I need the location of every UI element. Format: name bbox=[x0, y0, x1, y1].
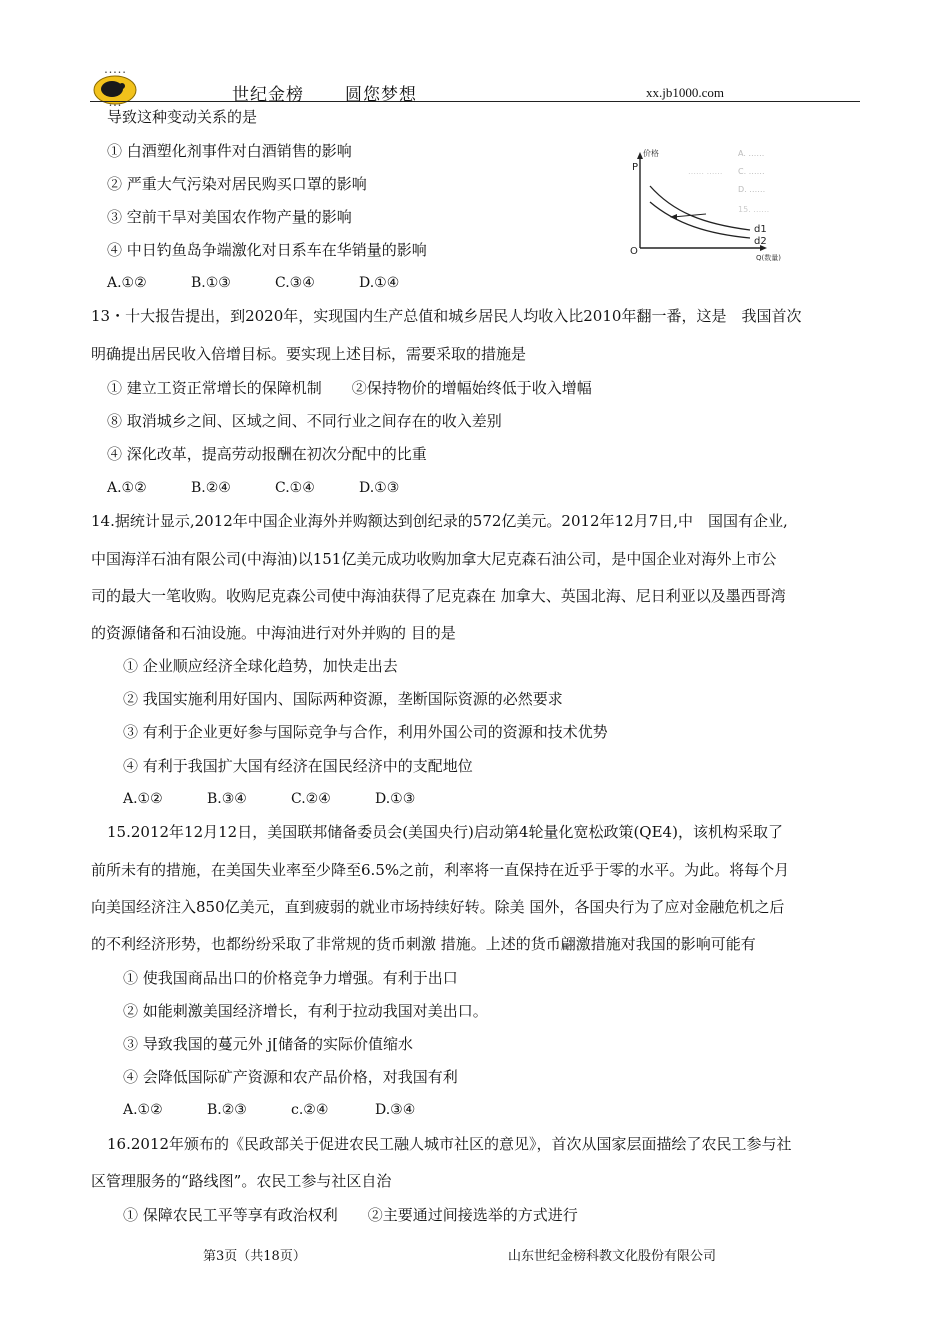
q12-option-b: B.①③ bbox=[191, 275, 231, 291]
q15-line-1: 15.2012年12月12日，美国联邦储备委员会(美国央行)启动第4轮量化宽松政策(QE4)，该机构采取了 bbox=[107, 823, 783, 841]
q13-item-1: ① 建立工资正常增长的保障机制 ②保持物价的增幅始终低于收入增幅 bbox=[107, 379, 592, 397]
q14-line-1: 14.据统计显示,2012年中国企业海外并购额达到创纪录的572亿美元。2012年12月7日,中 国国有企业, bbox=[91, 512, 788, 530]
q12-lead: 导致这种变动关系的是 bbox=[107, 108, 258, 126]
q15-line-2: 前所未有的措施，在美国失业率至少降至6.5%之前，利率将一直保持在近乎于零的水平。为此。将每个月 bbox=[91, 861, 790, 879]
footer-page-number: 第3页（共18页） bbox=[203, 1249, 306, 1264]
q14-line-2: 中国海洋石油有限公司(中海油)以151亿美元成功收购加拿大尼克森石油公司，是中国企业对海外上市公 bbox=[91, 550, 777, 568]
q12-option-c: C.③④ bbox=[275, 275, 315, 291]
q14-line-3: 司的最大一笔收购。收购尼克森公司使中海油获得了尼克森在 加拿大、英国北海、尼日利亚以及墨西哥湾 bbox=[91, 587, 786, 605]
q15-item-2: ② 如能刺激美国经济增长，有利于拉动我国对美出口。 bbox=[123, 1002, 488, 1020]
q14-option-b: B.③④ bbox=[207, 791, 247, 807]
header-url: xx.jb1000.com bbox=[646, 85, 724, 100]
q15-options bbox=[123, 1100, 415, 1120]
svg-text:• • • • •: • • • • • bbox=[104, 70, 126, 76]
q16-line-1: 16.2012年颁布的《民政部关于促进农民工融人城市社区的意见》，首次从国家层面描绘了农民工参与社 bbox=[107, 1135, 792, 1153]
graph-x-label: Q(数量) bbox=[756, 254, 781, 262]
demand-curve-graph bbox=[628, 144, 798, 266]
q13-option-a: A.①② bbox=[107, 480, 147, 496]
q14-line-4: 的资源储备和石油设施。中海油进行对外并购的 目的是 bbox=[91, 624, 456, 642]
q16-item-1: ① 保障农民工平等享有政治权利 ②主要通过间接选举的方式进行 bbox=[123, 1206, 578, 1224]
q14-option-d: D.①③ bbox=[375, 791, 416, 807]
q13-item-2: ⑧ 取消城乡之间、区域之间、不同行业之间存在的收入差别 bbox=[107, 412, 502, 430]
q14-options bbox=[123, 789, 415, 809]
q12-item-2: ② 严重大气污染对居民购买口罩的影响 bbox=[107, 175, 367, 193]
q15-item-4: ④ 会降低国际矿产资源和农产品价格，对我国有利 bbox=[123, 1068, 458, 1086]
q15-option-d: D.③④ bbox=[375, 1102, 416, 1118]
q13-option-c: C.①④ bbox=[275, 480, 315, 496]
svg-text:• • •: • • • bbox=[108, 103, 122, 108]
q12-item-3: ③ 空前干旱对美国农作物产量的影响 bbox=[107, 208, 352, 226]
q14-item-2: ② 我国实施利用好国内、国际两种资源，垄断国际资源的必然要求 bbox=[123, 690, 563, 708]
q14-item-3: ③ 有利于企业更好参与国际竞争与合作，利用外国公司的资源和技术优势 bbox=[123, 723, 608, 741]
graph-curve-d1 bbox=[650, 186, 750, 230]
graph-curve-d2-label: d2 bbox=[754, 236, 767, 247]
q16-line-2: 区管理服务的“路线图”。农民工参与社区自治 bbox=[91, 1172, 392, 1190]
q15-item-3: ③ 导致我国的蔓元外 j[储备的实际价值缩水 bbox=[123, 1035, 414, 1053]
q12-option-a: A.①② bbox=[107, 275, 147, 291]
graph-y-label: 价格 bbox=[643, 149, 659, 158]
header-brand: 世纪金榜 bbox=[232, 85, 304, 105]
q14-option-a: A.①② bbox=[123, 791, 163, 807]
q15-option-b: B.②③ bbox=[207, 1102, 247, 1118]
q14-item-4: ④ 有利于我国扩大国有经济在国民经济中的支配地位 bbox=[123, 757, 473, 775]
graph-curve-d1-label: d1 bbox=[754, 224, 767, 235]
q14-option-c: C.②④ bbox=[291, 791, 331, 807]
q15-item-1: ① 使我国商品出口的价格竞争力增强。有利于出口 bbox=[123, 969, 458, 987]
header-slogan: 圆您梦想 bbox=[345, 85, 417, 105]
q13-line-2: 明确提出居民收入倍增目标。要实现上述目标，需要采取的措施是 bbox=[91, 345, 527, 363]
q15-option-a: A.①② bbox=[123, 1102, 163, 1118]
footer-company: 山东世纪金榜科教文化股份有限公司 bbox=[508, 1249, 717, 1264]
q12-item-4: ④ 中日钓鱼岛争端激化对日系车在华销量的影响 bbox=[107, 241, 427, 259]
graph-curve-d2 bbox=[650, 202, 750, 238]
q15-line-3: 向美国经济注入850亿美元，直到疲弱的就业市场持续好转。除美 国外，各国央行为了应对金融危机之后 bbox=[91, 898, 785, 916]
q15-line-4: 的不利经济形势，也都纷纷采取了非常规的货币刺激 措施。上述的货币翩激措施对我国的影响可能有 bbox=[91, 935, 756, 953]
q13-line-1: 13・十大报告提出，到2020年，实现国内生产总值和城乡居民人均收入比2010年翻一番，这是 我国首次 bbox=[91, 307, 802, 325]
q13-options bbox=[107, 478, 399, 498]
graph-origin: O bbox=[630, 246, 638, 257]
q15-option-c: c.②④ bbox=[291, 1102, 329, 1118]
q12-option-d: D.①④ bbox=[359, 275, 400, 291]
header-divider bbox=[90, 101, 860, 102]
graph-arrow-head bbox=[670, 214, 677, 220]
q14-item-1: ① 企业顺应经济全球化趋势，加快走出去 bbox=[123, 657, 398, 675]
q12-options bbox=[107, 273, 399, 293]
q12-item-1: ① 白酒塑化剂事件对白酒销售的影响 bbox=[107, 142, 352, 160]
graph-faded-text-3: C. …… bbox=[738, 167, 765, 176]
graph-y-symbol: P bbox=[632, 162, 639, 173]
graph-faded-text-5: 15. …… bbox=[738, 205, 770, 214]
graph-faded-text-1: A. …… bbox=[738, 149, 765, 158]
graph-faded-text-4: D. …… bbox=[738, 185, 766, 194]
graph-faded-text-2: …… …… bbox=[688, 167, 723, 176]
q13-option-b: B.②④ bbox=[191, 480, 231, 496]
q13-item-3: ④ 深化改革，提高劳动报酬在初次分配中的比重 bbox=[107, 445, 427, 463]
q13-option-d: D.①③ bbox=[359, 480, 400, 496]
